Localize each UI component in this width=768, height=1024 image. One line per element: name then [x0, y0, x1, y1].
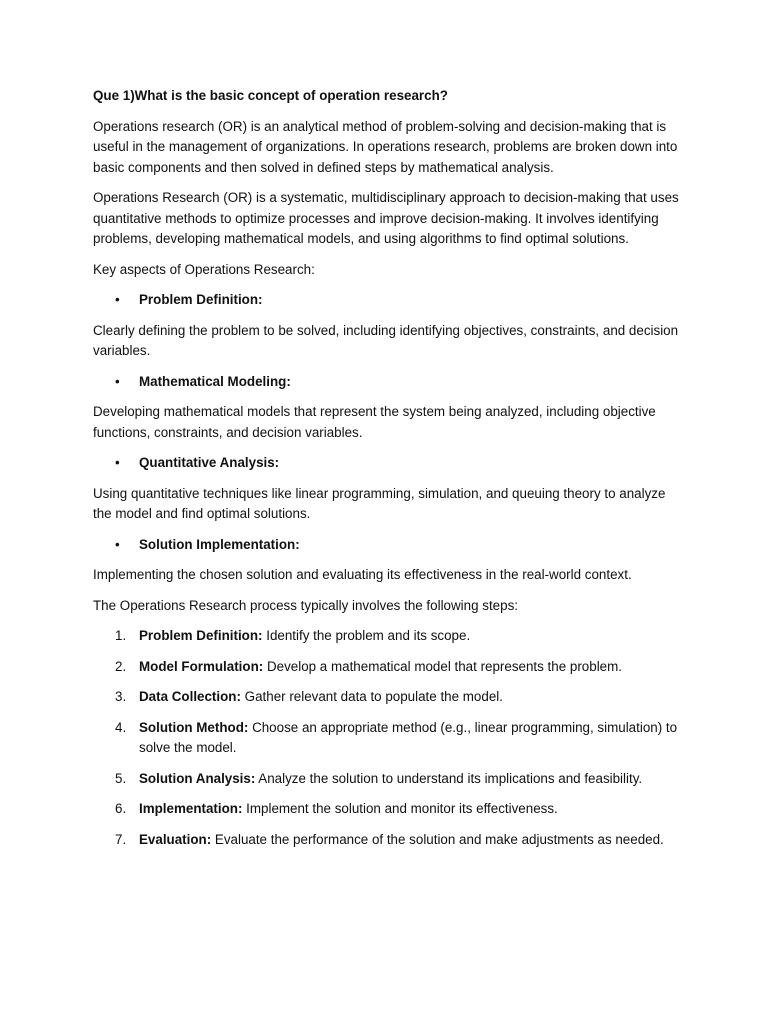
process-step [93, 799, 683, 820]
step-text: Choose an appropriate method (e.g., linear programming, simulation) to solve the model. [139, 719, 678, 755]
intro-paragraph-1: Operations research (OR) is an analytical method of problem-solving and decision-making that is useful in the management of organizations. In operations research, problems are broken down into basic components and then solved in defined steps by mathematical analysis. [93, 118, 678, 175]
step-text: Identify the problem and its scope. [262, 628, 471, 643]
bullet-icon: • [115, 455, 120, 470]
process-intro: The Operations Research process typically involves the following steps: [93, 597, 518, 613]
bullet-icon: • [115, 292, 120, 307]
intro-paragraph-2: Operations Research (OR) is a systematic, multidisciplinary approach to decision-making that uses quantitative methods to optimize processes and improve decision-making. It involves identifying problems, developing mathematical models, and using algorithms to find optimal solutions. [93, 190, 679, 246]
process-step [93, 626, 683, 647]
process-step [93, 830, 683, 851]
aspect-title: Solution Implementation: [139, 536, 300, 552]
process-step [93, 657, 683, 678]
step-number: 3. [115, 689, 127, 704]
aspect-bullet-list [93, 372, 683, 393]
bullet-icon: • [115, 536, 120, 552]
question-heading: Que 1)What is the basic concept of operation research? [93, 88, 448, 103]
step-text: Implement the solution and monitor its effectiveness. [242, 801, 558, 816]
step-text: Analyze the solution to understand its implications and feasibility. [255, 770, 643, 786]
aspect-title: Mathematical Modeling: [139, 373, 291, 389]
step-title: Solution Analysis: [139, 770, 256, 786]
document-page [93, 86, 683, 860]
process-step [93, 769, 683, 790]
process-step [93, 718, 683, 759]
aspect-title: Problem Definition: [139, 292, 263, 307]
step-number: 2. [115, 658, 127, 674]
step-number: 6. [115, 801, 127, 816]
aspect-title-item [93, 372, 683, 393]
aspect-description: Using quantitative techniques like linear programming, simulation, and queuing theory to analyze the model and find optimal solutions. [93, 485, 666, 521]
key-aspects-intro: Key aspects of Operations Research: [93, 261, 315, 277]
process-steps-list [93, 626, 683, 850]
aspect-bullet-list [93, 453, 683, 474]
aspect-description: Clearly defining the problem to be solved, including identifying objectives, constraints, and decision variables. [93, 322, 679, 358]
process-step [93, 687, 683, 708]
step-title: Data Collection: [139, 689, 241, 704]
step-number: 1. [115, 628, 127, 643]
aspect-description: Implementing the chosen solution and evaluating its effectiveness in the real-world context. [93, 567, 632, 582]
step-text: Gather relevant data to populate the model. [240, 689, 503, 704]
aspect-title: Quantitative Analysis: [139, 455, 280, 470]
step-title: Evaluation: [139, 831, 212, 847]
step-number: 5. [115, 770, 127, 786]
step-text: Develop a mathematical model that represents the problem. [263, 658, 622, 674]
step-title: Problem Definition: [139, 628, 263, 643]
bullet-icon: • [115, 373, 120, 389]
aspect-bullet-list [93, 535, 683, 556]
step-title: Solution Method: [139, 719, 249, 735]
aspect-title-item [93, 535, 683, 556]
step-text: Evaluate the performance of the solution and make adjustments as needed. [211, 831, 664, 847]
step-title: Implementation: [139, 801, 243, 816]
aspect-description: Developing mathematical models that represent the system being analyzed, including objective functions, constraints, and decision variables. [93, 404, 656, 440]
step-number: 7. [115, 831, 127, 847]
step-title: Model Formulation: [139, 658, 264, 674]
step-number: 4. [115, 719, 127, 735]
aspect-title-item [93, 290, 683, 311]
aspect-bullet-list [93, 290, 683, 311]
aspect-title-item [93, 453, 683, 474]
